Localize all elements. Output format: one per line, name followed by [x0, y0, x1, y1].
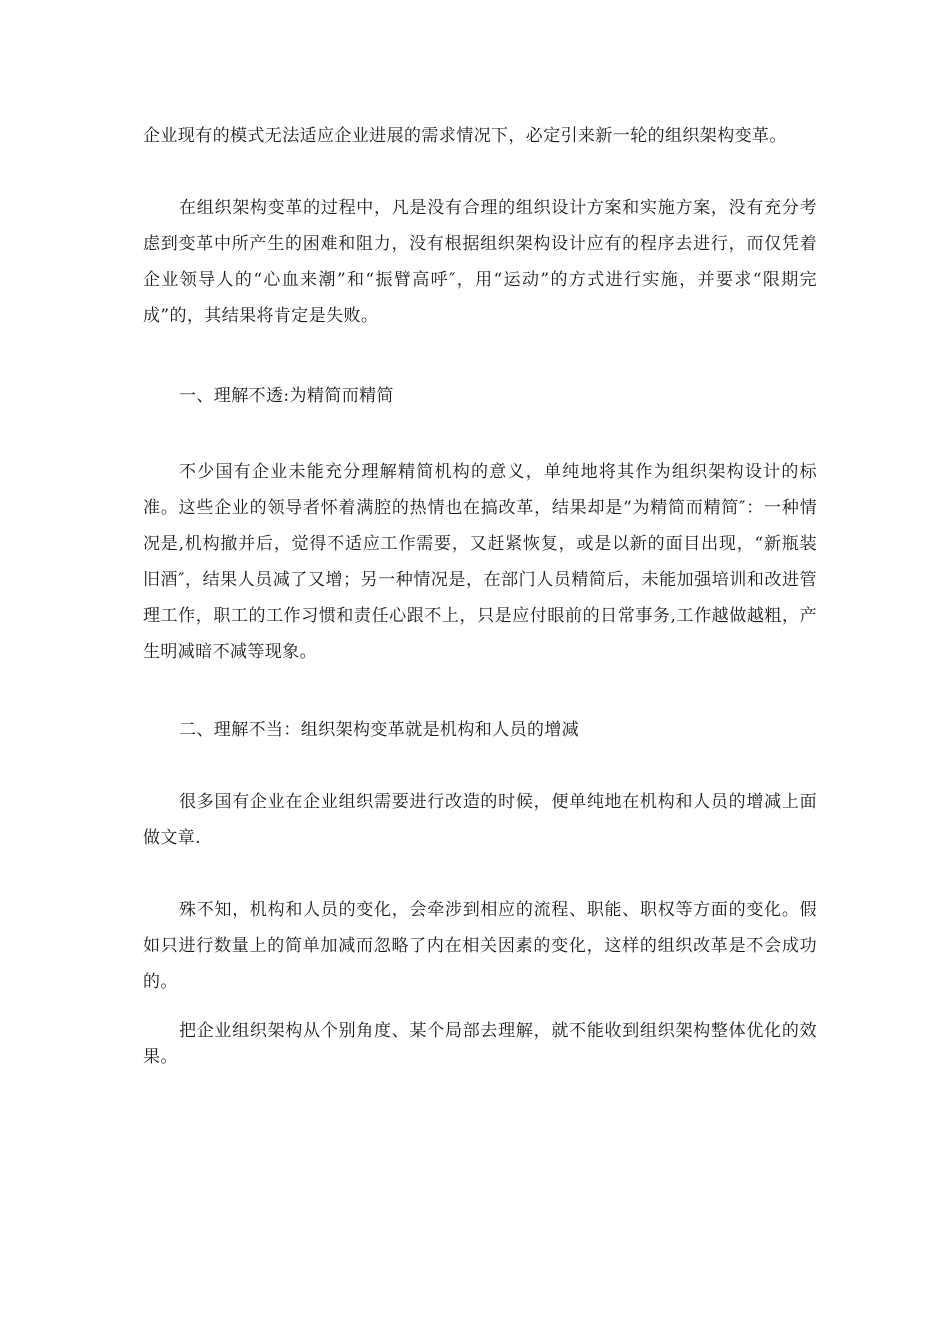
paragraph-reform-failure: 在组织架构变革的过程中，凡是没有合理的组织设计方案和实施方案，没有充分考虑到变革中所产生的困难和阻力，没有根据组织架构设计应有的程序去进行，而仅凭着企业领导人的“心血来潮”和“振臂高呼″，用“运动”的方式进行实施，并要求“限期完成”的，其结果将肯定是失败。 [143, 198, 817, 326]
section-heading-2: 二、理解不当：组织架构变革就是机构和人员的增减 [179, 720, 580, 740]
paragraph-streamlining: 不少国有企业未能充分理解精简机构的意义，单纯地将其作为组织架构设计的标准。这些企业的领导者怀着满腔的热情也在搞改革，结果却是“为精简而精简″：一种情况是,机构撤并后，觉得不适应工作需要，又赶紧恢复，或是以新的面目出现，“新瓶装旧酒″，结果人员减了又增；另一种情况是，在部门人员精简后，未能加强培训和改进管理工作，职工的工作习惯和责任心跟不上，只是应付眼前的日常事务,工作越做越粗，产生明减暗不减等现象。 [143, 462, 817, 662]
document-body [143, 118, 817, 1070]
paragraph-overall-optimization: 把企业组织架构从个别角度、某个局部去理解，就不能收到组织架构整体优化的效果。 [143, 1021, 817, 1067]
paragraph-intro: 企业现有的模式无法适应企业进展的需求情况下，必定引来新一轮的组织架构变革。 [143, 126, 787, 146]
section-heading-1: 一、理解不透:为精简而精简 [179, 386, 394, 406]
paragraph-staff-changes: 很多国有企业在企业组织需要进行改造的时候，便单纯地在机构和人员的增减上面做文章. [143, 792, 817, 848]
paragraph-related-factors: 殊不知，机构和人员的变化，会牵涉到相应的流程、职能、职权等方面的变化。假如只进行数量上的简单加减而忽略了内在相关因素的变化，这样的组织改革是不会成功的。 [143, 900, 817, 992]
